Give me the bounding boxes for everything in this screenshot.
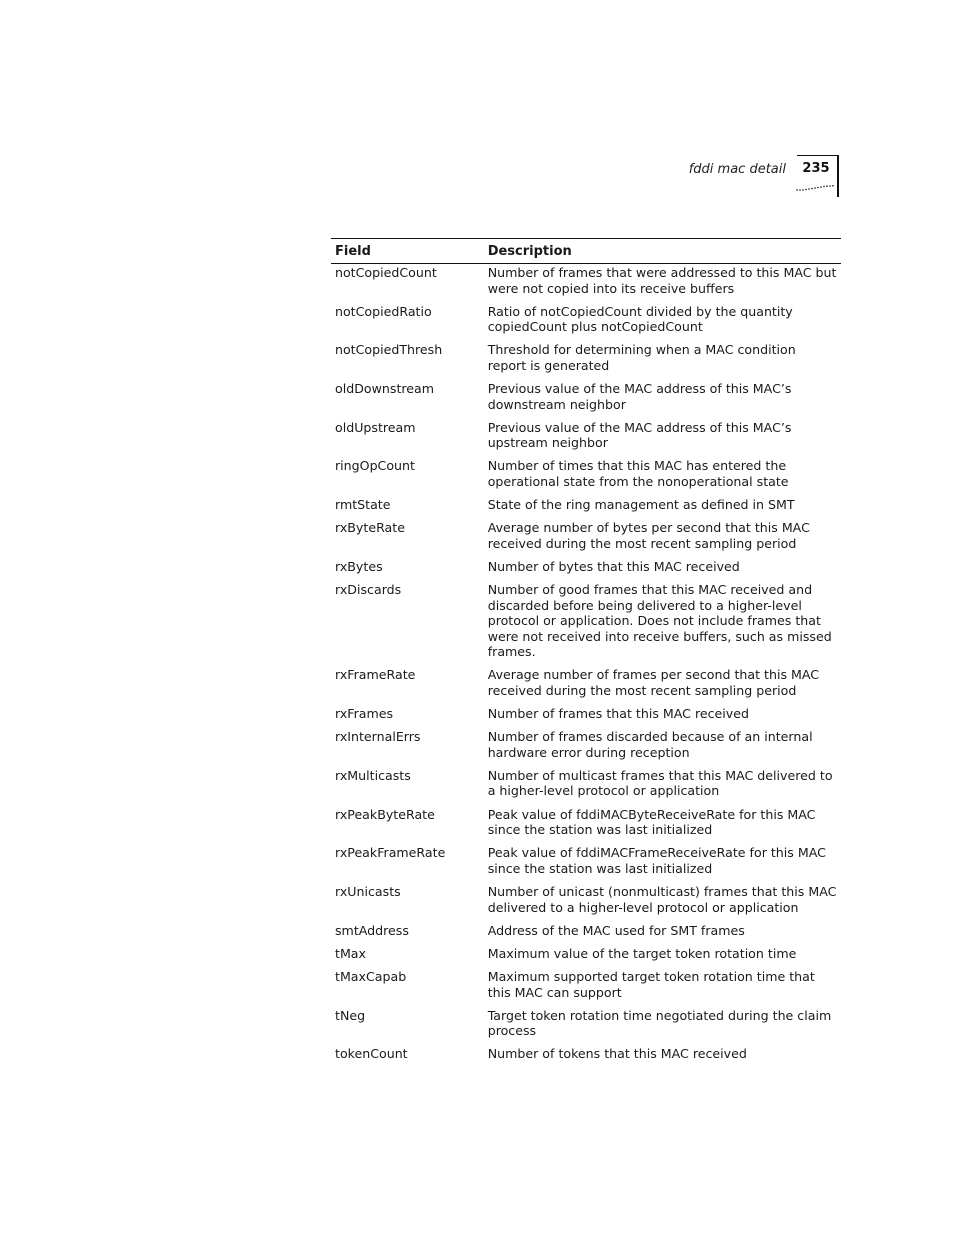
field-name-cell: rxByteRate xyxy=(335,520,405,536)
field-name-cell: rxPeakFrameRate xyxy=(335,845,446,861)
field-name-cell: rxPeakByteRate xyxy=(335,806,435,822)
field-name-cell: rxDiscards xyxy=(335,582,402,598)
table-row xyxy=(331,1046,841,1069)
field-name-cell: rxFrames xyxy=(335,706,394,722)
field-description-cell: Number of unicast (nonmulticast) frames that this MAC delivered to a higher-level protocol or application xyxy=(487,884,837,915)
field-name-cell: smtAddress xyxy=(335,922,409,938)
table-row xyxy=(331,969,841,1008)
field-name-cell: notCopiedCount xyxy=(335,265,437,280)
field-description-cell: Number of times that this MAC has entered the operational state from the nonoperational state xyxy=(487,458,789,489)
table-row xyxy=(331,497,841,520)
table-row xyxy=(331,729,841,768)
field-description-cell: Peak value of fddiMACByteReceiveRate for this MAC since the station was last initialized xyxy=(487,806,816,838)
field-description-cell: Peak value of fddiMACFrameReceiveRate for this MAC since the station was last initialized xyxy=(487,845,826,876)
field-description-cell: Target token rotation time negotiated during the claim process xyxy=(487,1007,832,1039)
field-description-cell: Threshold for determining when a MAC condition report is generated xyxy=(487,342,796,373)
field-description-cell: Number of bytes that this MAC received xyxy=(487,559,740,574)
table-row xyxy=(331,582,841,667)
field-name-cell: tMax xyxy=(335,945,366,961)
field-description-cell: Number of multicast frames that this MAC delivered to a higher-level protocol or application xyxy=(487,767,833,799)
table-row xyxy=(331,768,841,807)
table-row xyxy=(331,304,841,343)
field-description-cell: Number of tokens that this MAC received xyxy=(487,1046,747,1062)
field-name-cell: rxFrameRate xyxy=(335,667,416,683)
field-name-cell: notCopiedThresh xyxy=(335,342,443,358)
table-row xyxy=(331,667,841,706)
field-description-cell: Address of the MAC used for SMT frames xyxy=(487,922,745,938)
field-description-cell: Number of good frames that this MAC received and discarded before being delivered to a higher-level protocol or application. Does not include frames that were not received into receive buffers, such as missed frames. xyxy=(487,582,832,660)
field-description-cell: Number of frames discarded because of an internal hardware error during reception xyxy=(487,729,813,760)
table-row xyxy=(331,807,841,846)
table-row xyxy=(331,520,841,559)
field-description-cell: Ratio of notCopiedCount divided by the quantity copiedCount plus notCopiedCount xyxy=(487,303,793,335)
field-description-cell: Previous value of the MAC address of this MAC’s downstream neighbor xyxy=(487,381,792,412)
table-row xyxy=(331,381,841,420)
table-row xyxy=(331,559,841,582)
field-name-cell: rxUnicasts xyxy=(335,884,401,899)
field-name-cell: rmtState xyxy=(335,497,391,513)
page-corner-rule-top xyxy=(797,155,839,156)
field-description-cell: Number of frames that this MAC received xyxy=(487,706,749,722)
table-body xyxy=(331,264,841,1070)
page-number: 235 xyxy=(802,161,830,176)
table-header-row xyxy=(331,239,841,264)
field-name-cell: rxMulticasts xyxy=(335,767,411,783)
table-row xyxy=(331,342,841,381)
table-row xyxy=(331,458,841,497)
table-row xyxy=(331,845,841,884)
table-row xyxy=(331,420,841,459)
table-row xyxy=(331,884,841,923)
field-name-cell: ringOpCount xyxy=(335,458,415,474)
field-name-cell: oldUpstream xyxy=(335,419,416,435)
field-description-cell: Average number of frames per second that this MAC received during the most recent sampling period xyxy=(487,667,820,698)
field-description-cell: State of the ring management as defined in SMT xyxy=(487,497,795,513)
field-name-cell: tNeg xyxy=(335,1007,366,1023)
table-row xyxy=(331,946,841,969)
field-name-cell: rxBytes xyxy=(335,559,383,574)
field-description-cell: Maximum value of the target token rotation time xyxy=(487,945,797,961)
column-header-description: Description xyxy=(484,239,841,264)
field-name-cell: notCopiedRatio xyxy=(335,303,432,319)
page-corner-rule-side xyxy=(837,156,839,197)
dotted-ornament-icon xyxy=(796,184,836,192)
field-description-cell: Previous value of the MAC address of this MAC’s upstream neighbor xyxy=(487,419,792,451)
table-row xyxy=(331,1008,841,1047)
field-name-cell: oldDownstream xyxy=(335,381,435,397)
running-header: fddi mac detail xyxy=(688,162,786,177)
field-description-cell: Average number of bytes per second that this MAC received during the most recent sampling period xyxy=(487,520,810,551)
field-description-table xyxy=(331,238,841,1070)
field-name-cell: rxInternalErrs xyxy=(335,729,421,745)
table-row xyxy=(331,706,841,729)
table-row xyxy=(331,264,841,304)
field-name-cell: tMaxCapab xyxy=(335,969,407,985)
field-name-cell: tokenCount xyxy=(335,1046,408,1062)
column-header-field: Field xyxy=(331,239,484,264)
field-description-cell: Maximum supported target token rotation time that this MAC can support xyxy=(487,969,815,1000)
table-row xyxy=(331,923,841,946)
field-description-cell: Number of frames that were addressed to this MAC but were not copied into its receive buffers xyxy=(487,265,837,296)
